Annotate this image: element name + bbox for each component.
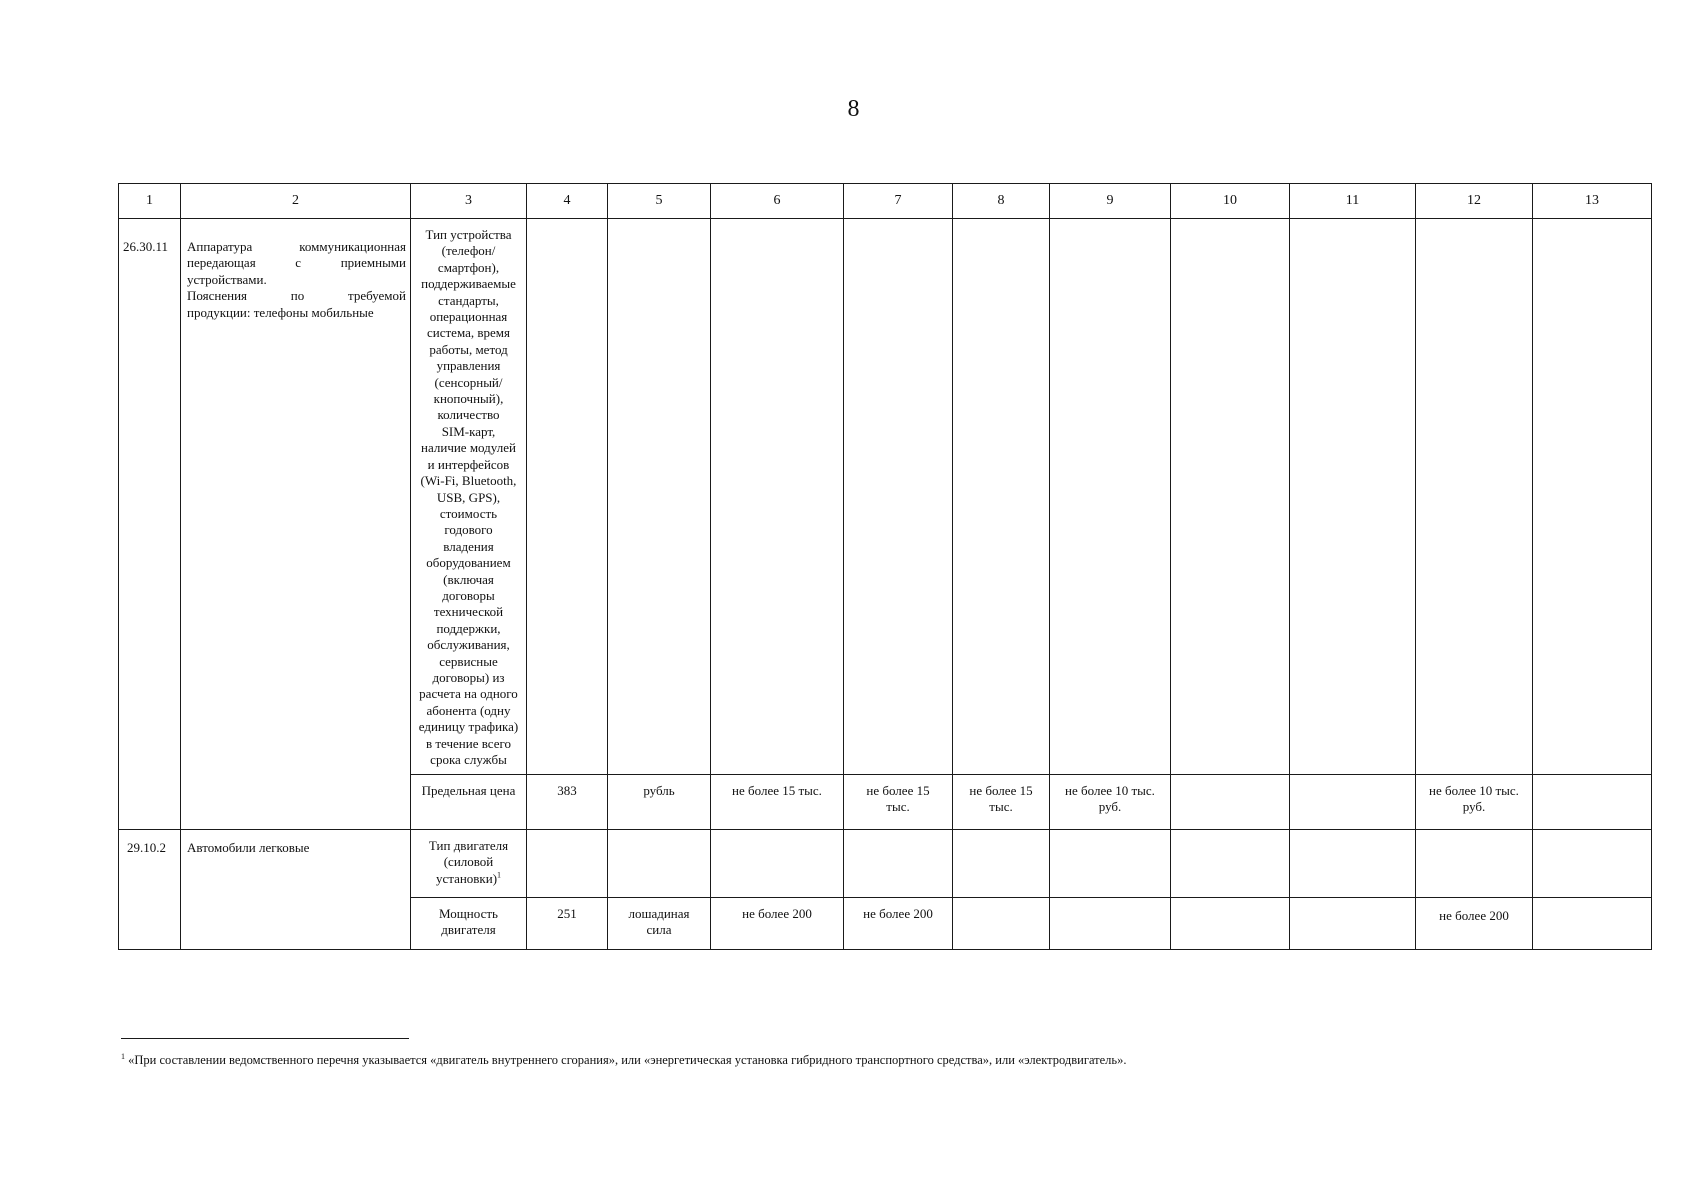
value-cell [711, 775, 844, 830]
header-cell: 1 [119, 184, 181, 219]
empty-cell [1533, 898, 1652, 950]
characteristic-line: SIM-карт, [441, 423, 496, 439]
header-cell: 8 [953, 184, 1050, 219]
characteristic-line: в течение всего [425, 735, 512, 751]
characteristic-line: USB, GPS), [436, 489, 501, 505]
characteristic-line: поддержки, [436, 620, 501, 636]
characteristic-line: Тип устройства [425, 227, 512, 242]
header-cell: 2 [181, 184, 411, 219]
characteristic-line: оборудованием [426, 555, 511, 571]
value-line: тыс. [886, 799, 910, 815]
header-cell: 6 [711, 184, 844, 219]
characteristic-lines [413, 227, 524, 768]
characteristic-line: наличие модулей [421, 440, 516, 456]
value-line: не более 15 [969, 783, 1033, 798]
empty-cell [1050, 898, 1171, 950]
empty-cell [1171, 219, 1290, 775]
name-line: передающая с приемными [187, 255, 406, 271]
value-line: руб. [1462, 799, 1486, 815]
characteristic-line: смартфон), [437, 259, 500, 275]
empty-cell [844, 219, 953, 775]
characteristic-line: поддерживаемые [421, 276, 516, 292]
characteristic-line: Мощность [439, 906, 498, 921]
characteristic-line: годового [444, 522, 493, 538]
characteristic-line: расчета на одного [419, 686, 518, 702]
header-cell: 9 [1050, 184, 1171, 219]
empty-cell [608, 219, 711, 775]
empty-cell [1290, 219, 1416, 775]
product-name-cell [181, 219, 411, 830]
characteristic-line: двигателя [441, 922, 496, 938]
characteristic-line: срока службы [430, 752, 507, 767]
empty-cell [527, 830, 608, 898]
unit-line: лошадиная [628, 906, 690, 921]
value-line: тыс. [989, 799, 1013, 815]
name-line: устройствами. [187, 271, 267, 287]
characteristic-line: работы, метод [429, 341, 508, 357]
characteristic-line: (силовой [443, 854, 494, 870]
empty-cell [953, 830, 1050, 898]
empty-cell [1171, 775, 1290, 830]
value-line: не более 15 тыс. [732, 783, 822, 798]
characteristic-line: технической [433, 604, 504, 620]
value-line: руб. [1098, 799, 1122, 815]
value-cell [844, 775, 953, 830]
header-cell: 4 [527, 184, 608, 219]
characteristic-line: операционная [429, 309, 508, 325]
okei-code-cell: 383 [527, 775, 608, 830]
characteristic-line: управления [436, 358, 501, 374]
name-line: Пояснения по требуемой [187, 288, 406, 304]
characteristic-line-text: установки) [435, 870, 498, 886]
footnote-ref: 1 [497, 870, 502, 880]
name-line: Аппаратура коммуникационная [187, 239, 406, 254]
unit-line: сила [646, 922, 672, 938]
characteristic-line: (Wi-Fi, Bluetooth, [420, 473, 517, 489]
value-cell: не более 200 [1416, 898, 1533, 950]
characteristic-line: (включая [443, 571, 494, 587]
characteristic-line: (сенсорный/ [434, 374, 503, 390]
empty-cell [844, 830, 953, 898]
characteristic-line: единицу трафика) [418, 719, 519, 735]
characteristic-line: количество [437, 407, 500, 423]
characteristic-line: Тип двигателя [428, 838, 509, 853]
empty-cell [1290, 898, 1416, 950]
characteristic-line: (телефон/ [441, 243, 496, 259]
name-line: продукции: телефоны мобильные [187, 304, 374, 320]
empty-cell [1416, 830, 1533, 898]
empty-cell [1290, 775, 1416, 830]
value-cell [1416, 775, 1533, 830]
empty-cell [527, 219, 608, 775]
table-row [119, 830, 1652, 898]
footnote-separator [121, 1038, 409, 1039]
page-number: 8 [847, 96, 860, 122]
characteristic-line: договоры) из [432, 669, 505, 685]
empty-cell [1050, 830, 1171, 898]
characteristic-line: стандарты, [438, 292, 499, 308]
empty-cell [1533, 775, 1652, 830]
empty-cell [1171, 898, 1290, 950]
unit-cell: рубль [608, 775, 711, 830]
product-name-cell: Автомобили легковые [181, 830, 411, 950]
empty-cell [711, 830, 844, 898]
footnote-mark: 1 [121, 1051, 125, 1061]
characteristic-line: договоры [442, 587, 495, 603]
characteristic-line: и интерфейсов [427, 456, 510, 472]
empty-cell [608, 830, 711, 898]
unit-cell [608, 898, 711, 950]
characteristic-cell: Предельная цена [411, 775, 527, 830]
empty-cell [711, 219, 844, 775]
okpd2-code-cell: 26.30.11 [119, 219, 181, 830]
empty-cell [1290, 830, 1416, 898]
value-line: не более 15 [866, 783, 930, 798]
header-cell: 11 [1290, 184, 1416, 219]
empty-cell [953, 219, 1050, 775]
characteristic-cell [411, 830, 527, 898]
empty-cell [1533, 219, 1652, 775]
value-line: не более 10 тыс. [1429, 783, 1519, 798]
value-line: не более 10 тыс. [1065, 783, 1155, 798]
okpd2-code-cell: 29.10.2 [119, 830, 181, 950]
characteristic-line: сервисные [439, 653, 498, 669]
characteristic-line: абонента (одну [426, 702, 511, 718]
header-cell: 12 [1416, 184, 1533, 219]
value-cell [953, 775, 1050, 830]
value-cell: не более 200 [711, 898, 844, 950]
characteristic-line: владения [443, 538, 494, 554]
table-row [119, 219, 1652, 775]
footnote [121, 1052, 1621, 1068]
characteristic-line: обслуживания, [427, 637, 510, 653]
requirements-table [118, 183, 1652, 950]
characteristic-cell [411, 898, 527, 950]
empty-cell [1533, 830, 1652, 898]
value-cell [1050, 775, 1171, 830]
characteristic-line [413, 871, 524, 887]
characteristic-line: стоимость [439, 505, 498, 521]
okei-code-cell: 251 [527, 898, 608, 950]
characteristic-line: система, время [427, 325, 510, 341]
footnote-text: «При составлении ведомственного перечня указывается «двигатель внутреннего сгорания», или «энергетическая установка гибридного транспортного средства», или «электродвигатель». [125, 1053, 1127, 1067]
empty-cell [1416, 219, 1533, 775]
header-cell: 5 [608, 184, 711, 219]
table-header-row [119, 184, 1652, 219]
empty-cell [1050, 219, 1171, 775]
characteristic-cell [411, 219, 527, 775]
empty-cell [953, 898, 1050, 950]
characteristic-line: кнопочный), [433, 391, 504, 407]
header-cell: 13 [1533, 184, 1652, 219]
header-cell: 3 [411, 184, 527, 219]
header-cell: 7 [844, 184, 953, 219]
header-cell: 10 [1171, 184, 1290, 219]
value-cell: не более 200 [844, 898, 953, 950]
empty-cell [1171, 830, 1290, 898]
